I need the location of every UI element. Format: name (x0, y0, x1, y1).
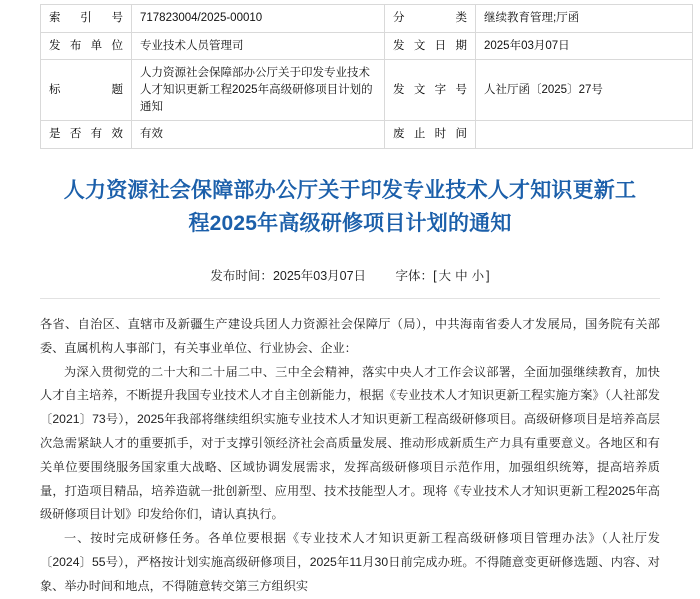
bracket-open: [ (433, 269, 437, 284)
document-body (0, 299, 700, 598)
table-row (41, 60, 693, 121)
bracket-close: ] (486, 269, 490, 284)
meta-label-title: 标 题 (41, 60, 132, 121)
meta-label-category: 分 类 (385, 5, 476, 33)
body-paragraph: 一、按时完成研修任务。各单位要根据《专业技术人才知识更新工程高级研修项目管理办法》（人社厅发〔2024〕55号），严格按计划实施高级研修项目，2025年11月30日前完成办班。不得随意变更研修选题、内容、对象、举办时间和地点，不得随意转交第三方组织实 (40, 531, 660, 593)
meta-value-abolish-time (476, 121, 693, 149)
fontsize-small-link[interactable]: 小 (471, 269, 485, 284)
table-row (41, 121, 693, 149)
fontsize-medium-link[interactable]: 中 (455, 269, 468, 284)
meta-value-doc-number: 人社厅函〔2025〕27号 (476, 60, 693, 121)
page-title: 人力资源社会保障部办公厅关于印发专业技术人才知识更新工程2025年高级研修项目计划的通知 (63, 179, 637, 235)
publish-time (210, 269, 369, 283)
meta-label-publish-date: 发文日期 (385, 32, 476, 60)
publish-time-label: 发布时间： (210, 269, 273, 284)
document-subheader (0, 266, 700, 284)
meta-label-valid: 是否有效 (41, 121, 132, 149)
meta-value-index: 717823004/2025-00010 (132, 5, 385, 33)
meta-value-title: 人力资源社会保障部办公厅关于印发专业技术人才知识更新工程2025年高级研修项目计划的通知 (132, 60, 385, 121)
meta-label-doc-number: 发文字号 (385, 60, 476, 121)
publish-time-value: 2025年03月07日 (272, 269, 367, 284)
table-row (41, 5, 693, 33)
body-paragraph: 为深入贯彻党的二十大和二十届二中、三中全会精神，落实中央人才工作会议部署，全面加强继续教育，加快人才自主培养，不断提升我国专业技术人才自主创新能力，根据《专业技术人才知识更新工程实施方案》（人社部发〔2021〕73号），2025年我部将继续组织实施专业技术人才知识更新工程高级研修项目。高级研修项目是培养高层次急需紧缺人才的重要抓手，对于支撑引领经济社会高质量发展、推动形成新质生产力具有重要意义。各地区和有关单位要围绕服务国家重大战略、区域协调发展需求，发挥高级研修项目示范作用，加强组织统筹，提高培养质量，打造项目精品，培养造就一批创新型、应用型、技术技能型人才。现将《专业技术人才知识更新工程2025年高级研修项目计划》印发给你们，请认真执行。 (40, 364, 660, 522)
meta-label-publisher: 发布单位 (41, 32, 132, 60)
metadata-table (40, 4, 693, 149)
table-row (41, 32, 693, 60)
meta-label-abolish-time: 废止时间 (385, 121, 476, 149)
fontsize-label: 字体： (395, 269, 434, 284)
meta-value-publisher: 专业技术人员管理司 (132, 32, 385, 60)
fontsize-control (396, 269, 490, 283)
meta-value-valid: 有效 (132, 121, 385, 149)
meta-label-index: 索引号 (41, 5, 132, 33)
metadata-section (0, 0, 700, 149)
fontsize-large-link[interactable]: 大 (438, 269, 452, 284)
meta-value-publish-date: 2025年03月07日 (476, 32, 693, 60)
title-section (0, 149, 700, 240)
body-paragraph: 各省、自治区、直辖市及新疆生产建设兵团人力资源社会保障厅（局），中共海南省委人才发展局，国务院有关部委、直属机构人事部门，有关事业单位、行业协会、企业： (40, 317, 660, 355)
meta-value-category: 继续教育管理;厅函 (476, 5, 693, 33)
